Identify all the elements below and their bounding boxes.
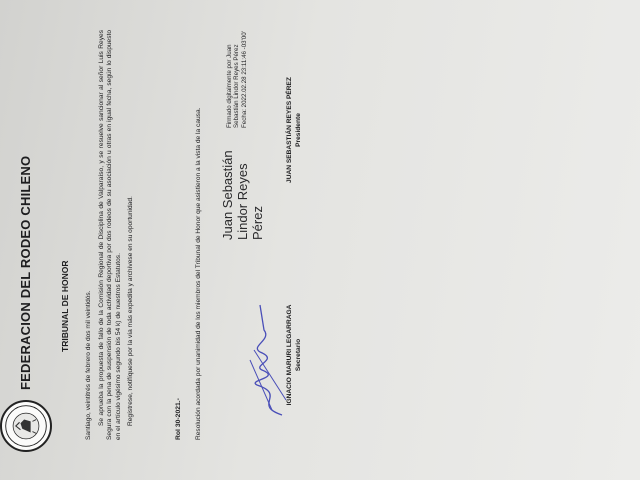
court-title: TRIBUNAL DE HONOR <box>60 260 70 352</box>
letterhead <box>0 10 60 470</box>
ruling-paragraph: Se aprueba la propuesta de fallo de la Comisión Regional de Disciplina de Valparaíso, y se resuelve sancionar al señor Luis Reyes Segura con la pena de suspensión de toda actividad deportiva por dos rodeos de su asociación u otras en igual fecha, según lo dispuesto en el artículo vigésimo segundo bis 54 k) de nuestros Estatutos. <box>97 30 122 440</box>
secretary-name: IGNACIO MARURI LEGARRAGA <box>286 304 293 406</box>
date-paragraph: Santiago, veintitrés de febrero de dos mil veintidós. <box>85 290 92 440</box>
digital-signature-stamp <box>220 20 280 240</box>
president-name: JUAN SEBASTIÁN REYES PÉREZ <box>286 77 293 183</box>
secretary-role: Secretario <box>294 338 302 372</box>
case-number: Rol 30-2021.- <box>175 398 182 440</box>
handwritten-signature <box>242 300 292 420</box>
secretary-signature-block <box>286 260 303 450</box>
digital-signer-name: Juan Sebastián Lindor Reyes Pérez <box>220 150 265 240</box>
digital-signature-note: Firmado digitalmente por Juan Sebastián Lindor Reyes Pérez Fecha: 2022.02.28 23:11:46 -03'00' <box>226 31 248 128</box>
federation-seal-icon <box>0 400 52 452</box>
ruling-body <box>85 30 140 440</box>
document-page <box>0 10 310 480</box>
president-signature-block <box>286 30 303 230</box>
organization-title: FEDERACION DEL RODEO CHILENO <box>18 155 33 390</box>
register-paragraph: Regístrese, notifíquese por la vía más expedita y archívese en su oportunidad. <box>127 196 135 426</box>
resolution-paragraph: Resolución acordada por unanimidad de los miembros del Tribunal de Honor que asistieron a la vista de la causa. <box>195 107 202 440</box>
president-role: Presidente <box>294 113 302 147</box>
